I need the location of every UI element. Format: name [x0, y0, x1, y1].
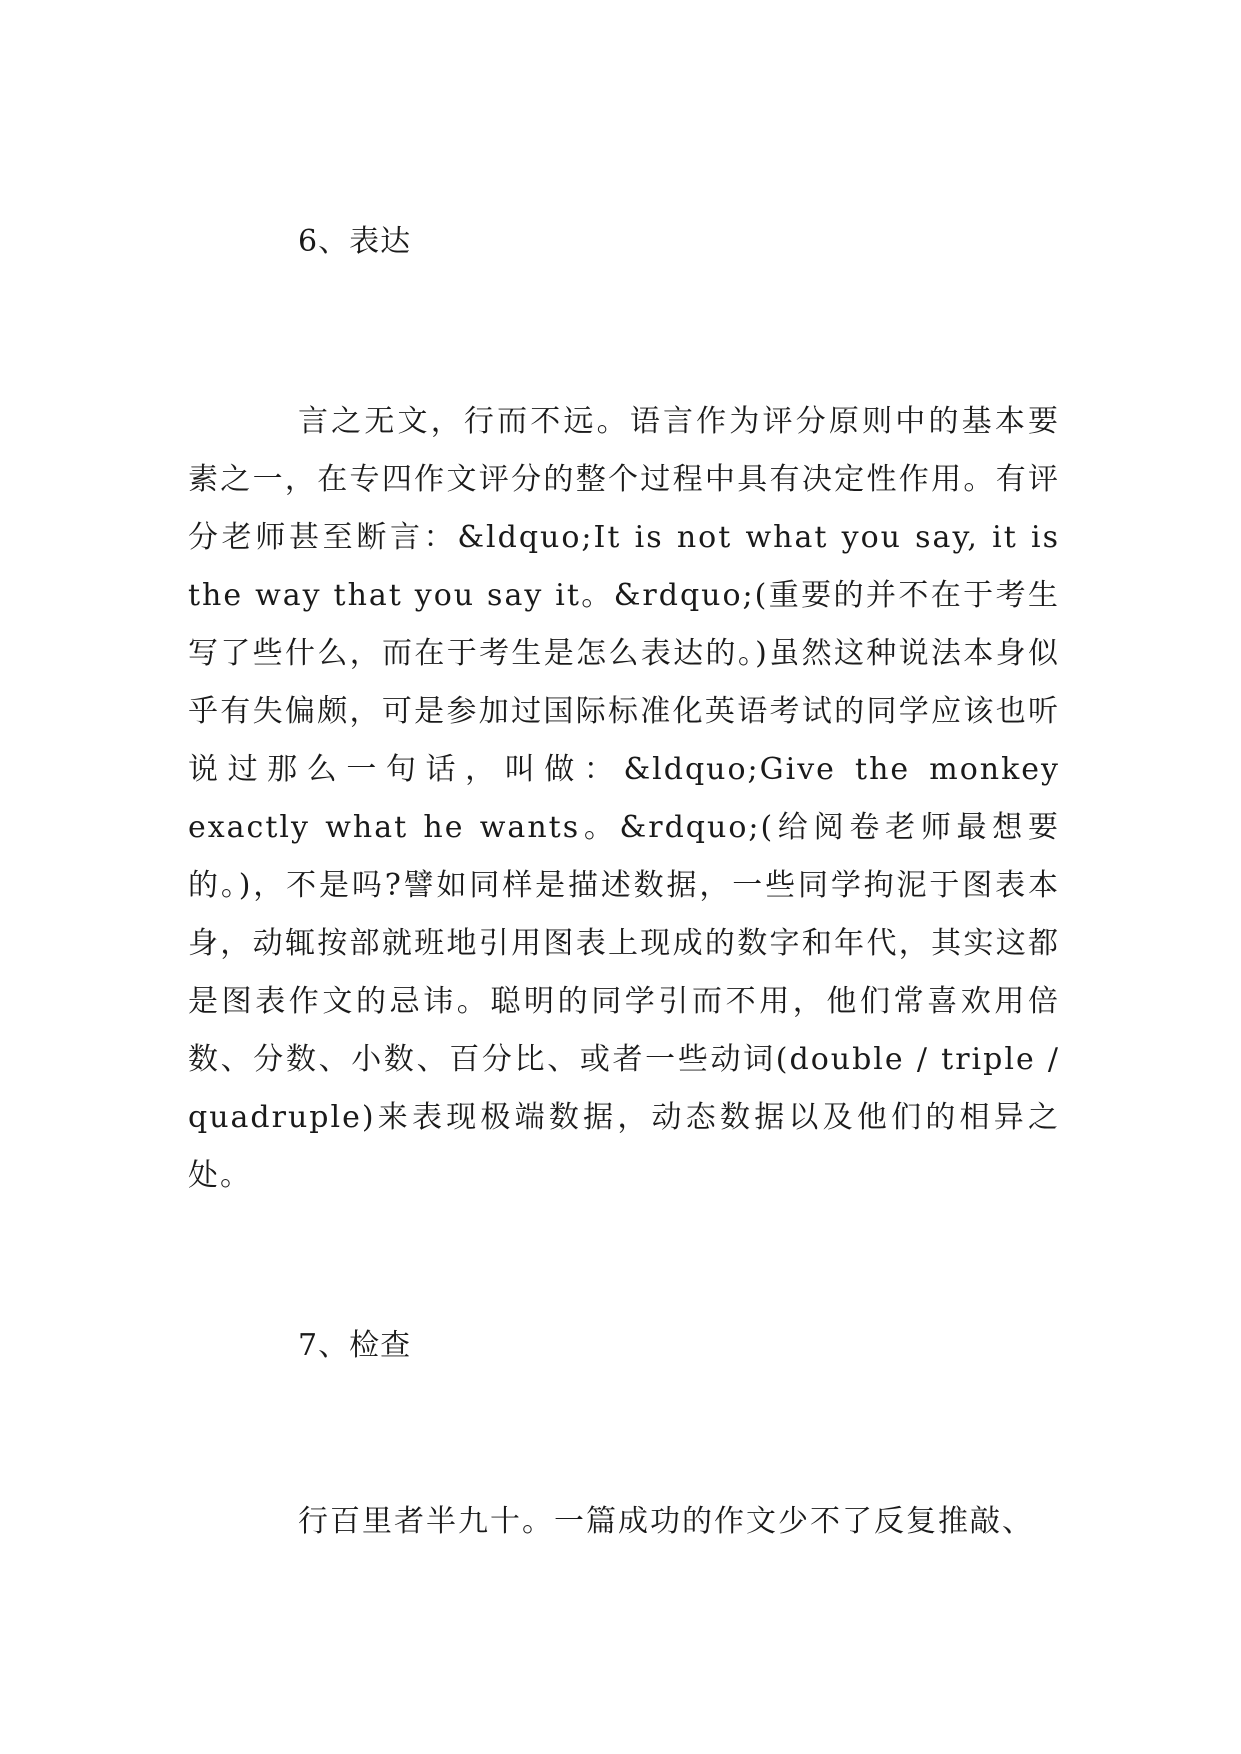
- section-heading-7: 7、检查: [298, 1328, 412, 1363]
- section-heading-6: 6、表达: [298, 224, 412, 259]
- section-paragraph-7: 行百里者半九十。一篇成功的作文少不了反复推敲、: [298, 1504, 1034, 1539]
- section-paragraph-6: 言之无文，行而不远。语言作为评分原则中的基本要素之一，在专四作文评分的整个过程中具有决定性作用。有评分老师甚至断言：&ldquo;It is not what you say, it is the way that you say it。&rdquo;(重要的并不在于考生写了些什么，而在于考生是怎么表达的。)虽然这种说法本身似乎有失偏颇，可是参加过国际标准化英语考试的同学应该也听说过那么一句话，叫做：&ldquo;Give the monkey exactly what he wants。&rdquo;(给阅卷老师最想要的。)，不是吗?譬如同样是描述数据，一些同学拘泥于图表本身，动辄按部就班地引用图表上现成的数字和年代，其实这都是图表作文的忌讳。聪明的同学引而不用，他们常喜欢用倍数、分数、小数、百分比、或者一些动词(double / triple / quadruple)来表现极端数据，动态数据以及他们的相异之处。: [188, 404, 1060, 1193]
